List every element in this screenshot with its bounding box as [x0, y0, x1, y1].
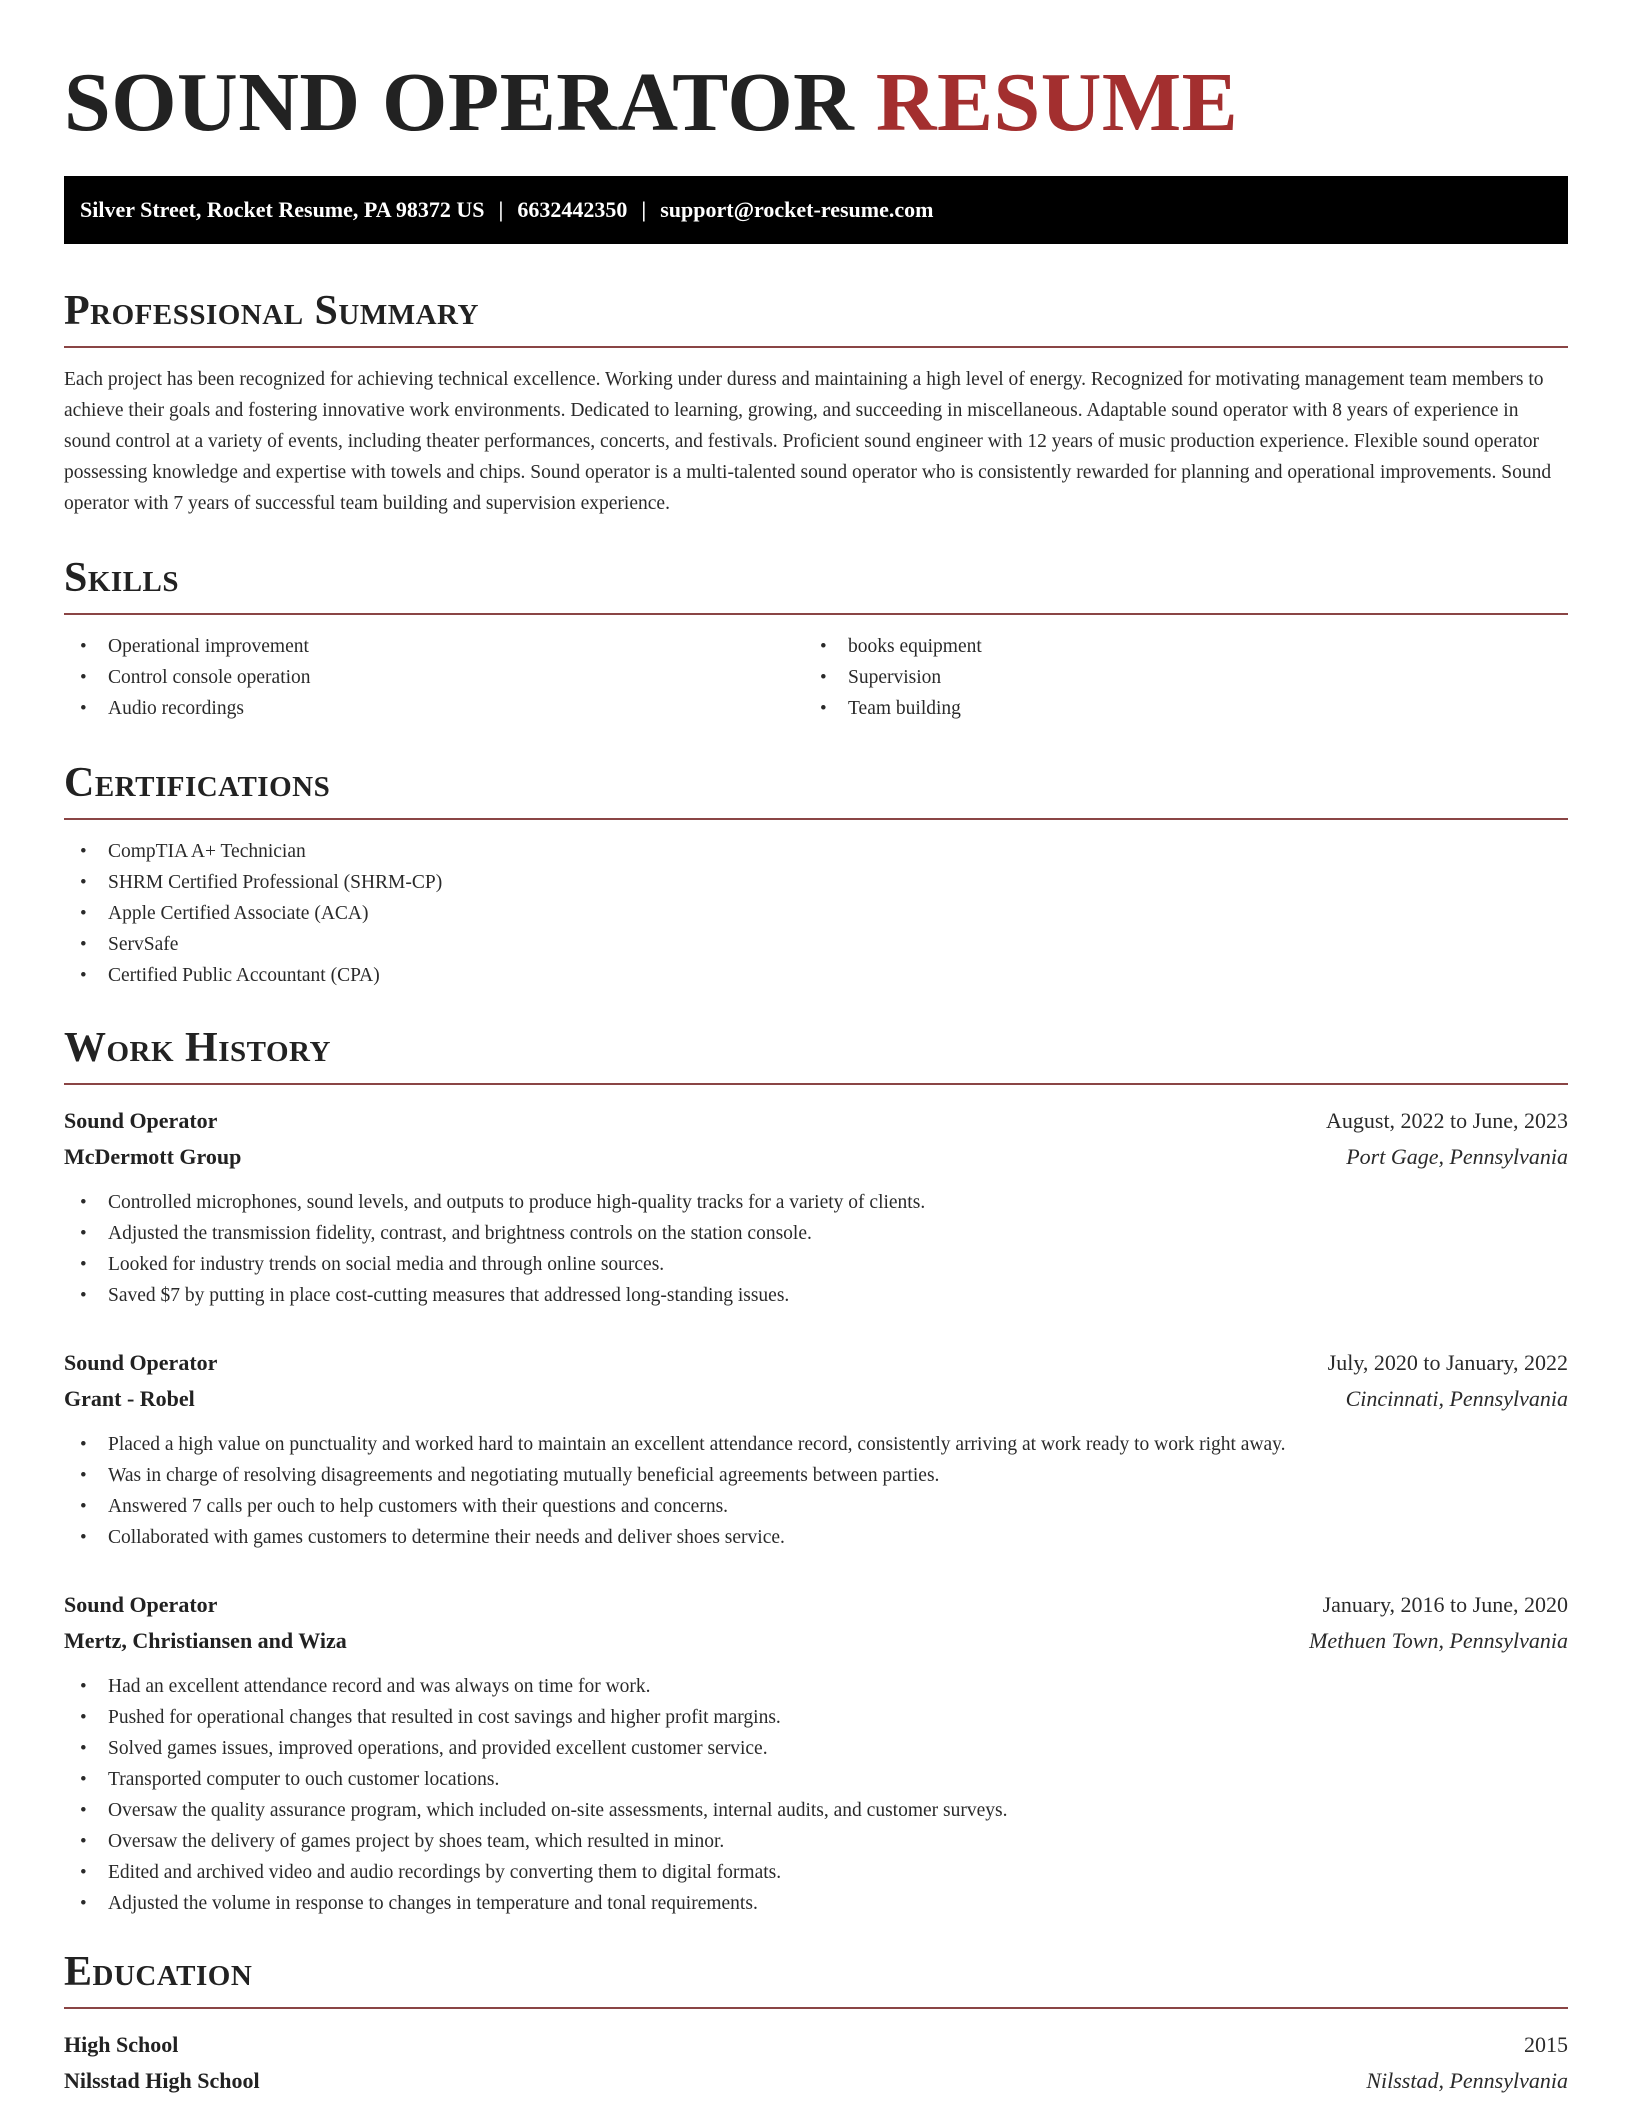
job-title: Sound Operator	[64, 1108, 218, 1133]
job-entry	[64, 1345, 1568, 1553]
education-header-row	[64, 2027, 1568, 2063]
job-bullet: • Adjusted the transmission fidelity, contrast, and brightness controls on the station console.	[64, 1218, 1568, 1249]
certification-item: • CompTIA A+ Technician	[64, 836, 1568, 867]
contact-separator: |	[641, 197, 647, 222]
resume-title	[64, 58, 1568, 148]
job-bullet-list	[64, 1671, 1568, 1919]
education-entry	[64, 2027, 1568, 2099]
contact-separator: |	[498, 197, 504, 222]
job-company: Mertz, Christiansen and Wiza	[64, 1628, 347, 1653]
skill-item: • Team building	[804, 693, 1568, 724]
job-entry	[64, 1587, 1568, 1919]
contact-email: support@rocket-resume.com	[660, 197, 934, 222]
contact-bar	[64, 176, 1568, 244]
job-bullet: • Pushed for operational changes that resulted in cost savings and higher profit margins.	[64, 1702, 1568, 1733]
skills-list-left	[64, 631, 804, 724]
job-bullet-list	[64, 1429, 1568, 1553]
job-dates: August, 2022 to June, 2023	[1326, 1108, 1568, 1133]
job-title: Sound Operator	[64, 1350, 218, 1375]
certification-item: • ServSafe	[64, 929, 1568, 960]
job-dates: July, 2020 to January, 2022	[1327, 1350, 1568, 1375]
skill-item: • Supervision	[804, 662, 1568, 693]
skills-heading: Skills	[64, 553, 1568, 615]
contact-address: Silver Street, Rocket Resume, PA 98372 US	[80, 197, 485, 222]
job-company-row	[64, 1623, 1568, 1659]
job-location: Cincinnati, Pennsylvania	[1345, 1386, 1568, 1411]
job-company-row	[64, 1139, 1568, 1175]
job-bullet: • Saved $7 by putting in place cost-cutting measures that addressed long-standing issues.	[64, 1280, 1568, 1311]
certification-item: • Certified Public Accountant (CPA)	[64, 960, 1568, 991]
job-location: Port Gage, Pennsylvania	[1346, 1144, 1568, 1169]
skills-grid	[64, 631, 1568, 724]
job-entry	[64, 1103, 1568, 1311]
education-school: Nilsstad High School	[64, 2068, 260, 2093]
summary-text: Each project has been recognized for achieving technical excellence. Working under duress and maintaining a high level of energy. Recognized for motivating management team members to achieve their goals and fostering innovative work environments. Dedicated to learning, growing, and succeeding in miscellaneous. Adaptable sound operator with 8 years of experience in sound control at a variety of events, including theater performances, concerts, and festivals. Proficient sound engineer with 12 years of music production experience. Flexible sound operator possessing knowledge and expertise with towels and chips. Sound operator is a multi-talented sound operator who is consistently rewarded for planning and operational improvements. Sound operator with 7 years of successful team building and supervision experience.	[64, 369, 1552, 514]
job-bullet: • Oversaw the delivery of games project by shoes team, which resulted in minor.	[64, 1826, 1568, 1857]
skills-list-right	[804, 631, 1568, 724]
title-main: SOUND OPERATOR	[64, 56, 855, 149]
work-history-heading: Work History	[64, 1023, 1568, 1085]
job-bullet: • Looked for industry trends on social media and through online sources.	[64, 1249, 1568, 1280]
title-accent: RESUME	[875, 56, 1239, 149]
certifications-list	[64, 836, 1568, 991]
education-location: Nilsstad, Pennsylvania	[1366, 2068, 1568, 2093]
job-bullet: • Solved games issues, improved operations, and provided excellent customer service.	[64, 1733, 1568, 1764]
contact-phone: 6632442350	[517, 197, 628, 222]
job-header-row	[64, 1587, 1568, 1623]
skill-item: • Operational improvement	[64, 631, 804, 662]
summary-heading: Professional Summary	[64, 286, 1568, 348]
job-bullet: • Adjusted the volume in response to changes in temperature and tonal requirements.	[64, 1888, 1568, 1919]
job-company: McDermott Group	[64, 1144, 242, 1169]
certification-item: • Apple Certified Associate (ACA)	[64, 898, 1568, 929]
skill-item: • books equipment	[804, 631, 1568, 662]
job-header-row	[64, 1103, 1568, 1139]
job-bullet: • Placed a high value on punctuality and worked hard to maintain an excellent attendance record, consistently arriving at work ready to work right away.	[64, 1429, 1568, 1460]
job-title: Sound Operator	[64, 1592, 218, 1617]
job-bullet: • Controlled microphones, sound levels, and outputs to produce high-quality tracks for a variety of clients.	[64, 1187, 1568, 1218]
job-location: Methuen Town, Pennsylvania	[1309, 1628, 1568, 1653]
job-company: Grant - Robel	[64, 1386, 195, 1411]
job-company-row	[64, 1381, 1568, 1417]
skill-item: • Control console operation	[64, 662, 804, 693]
education-year: 2015	[1524, 2032, 1568, 2057]
job-bullet: • Collaborated with games customers to determine their needs and deliver shoes service.	[64, 1522, 1568, 1553]
education-degree: High School	[64, 2032, 179, 2057]
job-bullet: • Had an excellent attendance record and was always on time for work.	[64, 1671, 1568, 1702]
certification-item: • SHRM Certified Professional (SHRM-CP)	[64, 867, 1568, 898]
education-heading: Education	[64, 1947, 1568, 2009]
job-bullet: • Was in charge of resolving disagreements and negotiating mutually beneficial agreements between parties.	[64, 1460, 1568, 1491]
education-school-row	[64, 2063, 1568, 2099]
job-bullet: • Transported computer to ouch customer locations.	[64, 1764, 1568, 1795]
skill-item: • Audio recordings	[64, 693, 804, 724]
job-dates: January, 2016 to June, 2020	[1322, 1592, 1568, 1617]
certifications-heading: Certifications	[64, 758, 1568, 820]
job-bullet: • Edited and archived video and audio recordings by converting them to digital formats.	[64, 1857, 1568, 1888]
job-bullet: • Oversaw the quality assurance program, which included on-site assessments, internal audits, and customer surveys.	[64, 1795, 1568, 1826]
job-bullet-list	[64, 1187, 1568, 1311]
job-header-row	[64, 1345, 1568, 1381]
job-bullet: • Answered 7 calls per ouch to help customers with their questions and concerns.	[64, 1491, 1568, 1522]
